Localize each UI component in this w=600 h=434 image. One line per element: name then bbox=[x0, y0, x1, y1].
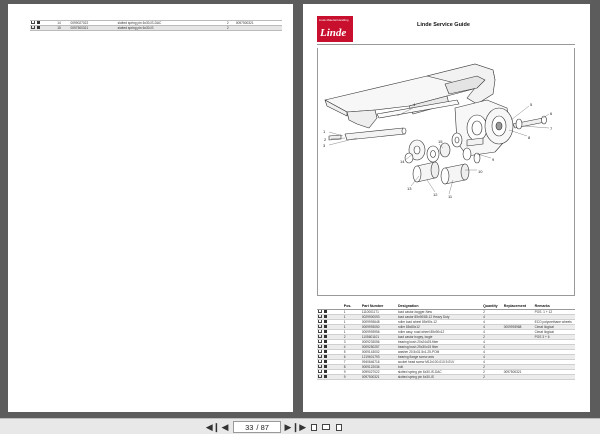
first-page-icon: ◀❙ bbox=[205, 421, 221, 432]
row-designation: roller assy. road wheel 85x90x12 bbox=[397, 330, 482, 335]
row-designation: load castor bogey, bogie bbox=[397, 335, 482, 340]
left-parts-table bbox=[30, 20, 282, 31]
info-icon[interactable] bbox=[324, 335, 327, 338]
cart-icon[interactable] bbox=[318, 375, 322, 378]
row-part-number: 0009993956 bbox=[361, 330, 397, 335]
row-pos: 9 bbox=[343, 375, 361, 380]
cart-icon[interactable] bbox=[318, 365, 322, 368]
fit-page-icon bbox=[336, 424, 342, 431]
document-title: Linde Service Guide bbox=[417, 22, 470, 28]
info-icon[interactable] bbox=[324, 320, 327, 323]
row-designation: slotted spring pin 6x30-IS-DAC bbox=[117, 21, 226, 26]
callout-4: 4 bbox=[413, 102, 416, 107]
row-designation: socket head screw M12x100-010.9-ELV bbox=[397, 360, 482, 365]
row-quantity: 2 bbox=[226, 26, 235, 31]
info-icon[interactable] bbox=[324, 350, 327, 353]
header-quantity: Quantity bbox=[482, 303, 503, 310]
row-part-number: 0009993648 bbox=[361, 320, 397, 325]
callout-2: 2 bbox=[324, 137, 327, 142]
callout-5: 5 bbox=[530, 102, 533, 107]
row-part-number: 0009143002 bbox=[361, 350, 397, 355]
row-action-icons bbox=[30, 26, 56, 31]
two-page-icon bbox=[322, 424, 330, 430]
row-pos: 15 bbox=[56, 26, 69, 31]
row-pos: 8 bbox=[343, 365, 361, 370]
brand-wordmark: Linde bbox=[320, 27, 347, 39]
cart-icon[interactable] bbox=[318, 355, 322, 358]
row-pos: 14 bbox=[56, 21, 69, 26]
row-part-number: 0009993050 bbox=[361, 325, 397, 330]
row-part-number: 1219601793 bbox=[361, 355, 397, 360]
row-pos: 1 bbox=[343, 320, 361, 325]
header-pos: Pos. bbox=[343, 303, 361, 310]
next-page-icon: ▶ bbox=[284, 421, 292, 432]
exploded-parts-diagram bbox=[317, 24, 575, 302]
info-icon[interactable] bbox=[324, 325, 327, 328]
row-pos: 7 bbox=[343, 360, 361, 365]
table-row bbox=[317, 375, 575, 380]
page-total: / 87 bbox=[256, 422, 269, 432]
fit-page-button[interactable] bbox=[334, 421, 344, 433]
row-designation: roller 85x80x12 bbox=[397, 325, 482, 330]
callout-12: 12 bbox=[433, 192, 438, 197]
cart-icon[interactable] bbox=[318, 360, 322, 363]
last-page-button[interactable] bbox=[293, 421, 305, 433]
callout-14: 14 bbox=[400, 159, 405, 164]
row-replacement: 0009993988 bbox=[503, 325, 534, 330]
washer-left bbox=[427, 146, 439, 162]
row-quantity: 2 bbox=[482, 310, 503, 315]
pivot-pin bbox=[345, 128, 405, 140]
callout-11: 11 bbox=[448, 194, 453, 199]
single-page-icon bbox=[311, 424, 317, 431]
cart-icon[interactable] bbox=[318, 315, 322, 318]
row-part-number: 0097500321 bbox=[69, 26, 116, 31]
row-quantity: 4 bbox=[482, 355, 503, 360]
header-remarks: Remarks bbox=[534, 303, 575, 310]
row-designation: bearing bush 25x30x15 fiber bbox=[397, 345, 482, 350]
info-icon[interactable] bbox=[37, 21, 40, 24]
row-pos: 3 bbox=[343, 340, 361, 345]
row-designation: roller load wheel 85x90x-12 bbox=[397, 320, 482, 325]
parts-list-table bbox=[317, 303, 575, 380]
row-quantity: 4 bbox=[482, 360, 503, 365]
cart-icon[interactable] bbox=[318, 325, 322, 328]
cart-icon[interactable] bbox=[318, 345, 322, 348]
row-quantity: 2 bbox=[482, 365, 503, 370]
callout-13: 13 bbox=[407, 186, 412, 191]
row-pos: 1 bbox=[343, 330, 361, 335]
info-icon[interactable] bbox=[324, 370, 327, 373]
row-remarks bbox=[534, 375, 575, 380]
row-quantity: 2 bbox=[482, 370, 503, 375]
info-icon[interactable] bbox=[324, 315, 327, 318]
row-pos: 9 bbox=[343, 370, 361, 375]
cart-icon[interactable] bbox=[318, 370, 322, 373]
row-designation: load castor-bogger-New bbox=[397, 310, 482, 315]
brand-tagline: Linde Material Handling bbox=[319, 18, 349, 22]
row-remarks: Cimat Ilogical bbox=[534, 330, 575, 335]
row-part-number: 0009250257 bbox=[361, 345, 397, 350]
continuous-view-button[interactable] bbox=[321, 421, 331, 433]
row-part-number: 1110001171 bbox=[361, 310, 397, 315]
row-quantity: 4 bbox=[482, 340, 503, 345]
bushing-right bbox=[463, 148, 471, 160]
cart-icon[interactable] bbox=[318, 335, 322, 338]
row-replacement bbox=[235, 26, 282, 31]
cart-icon[interactable] bbox=[31, 26, 35, 29]
info-icon[interactable] bbox=[324, 330, 327, 333]
row-part-number: 0099027022 bbox=[361, 370, 397, 375]
row-quantity: 2 bbox=[226, 21, 235, 26]
previous-page-button[interactable] bbox=[220, 421, 230, 433]
bushing-left bbox=[440, 143, 450, 157]
callout-7: 7 bbox=[550, 126, 553, 131]
cart-icon[interactable] bbox=[318, 350, 322, 353]
callout-8: 8 bbox=[528, 135, 531, 140]
row-designation: bearing bush 20x24x25-fiber bbox=[397, 340, 482, 345]
row-quantity: 4 bbox=[482, 315, 503, 320]
callout-1: 1 bbox=[323, 129, 326, 134]
row-pos: 2 bbox=[343, 335, 361, 340]
row-quantity: 4 bbox=[482, 320, 503, 325]
callout-15: 15 bbox=[438, 139, 443, 144]
row-quantity: 4 bbox=[482, 345, 503, 350]
cart-icon[interactable] bbox=[318, 320, 322, 323]
row-pos: 1 bbox=[343, 315, 361, 320]
cart-icon[interactable] bbox=[318, 330, 322, 333]
previous-page-icon: ◀ bbox=[221, 421, 229, 432]
row-part-number: 0940646716 bbox=[361, 360, 397, 365]
navigation-toolbar bbox=[0, 418, 600, 434]
row-designation: bolt bbox=[397, 365, 482, 370]
row-designation: washer 20.5x31.5x1.25-POM bbox=[397, 350, 482, 355]
row-part-number: 0009122036 bbox=[361, 365, 397, 370]
last-page-icon: ❙▶ bbox=[291, 421, 307, 432]
cart-icon[interactable] bbox=[318, 310, 322, 313]
header-designation: Designation bbox=[397, 303, 482, 310]
row-quantity: 4 bbox=[482, 325, 503, 330]
info-icon[interactable] bbox=[324, 365, 327, 368]
callout-10: 10 bbox=[478, 169, 483, 174]
info-icon[interactable] bbox=[37, 26, 40, 29]
header-replacement: Replacement bbox=[503, 303, 534, 310]
header-part-number: Part Number bbox=[361, 303, 397, 310]
row-designation: slotted spring pin 6x30-IS bbox=[117, 26, 226, 31]
row-pos: 4 bbox=[343, 345, 361, 350]
row-designation: load castor 85x90/85-12 Heavy Duty bbox=[397, 315, 482, 320]
current-page[interactable]: 33 bbox=[245, 422, 254, 432]
right-document-page bbox=[303, 4, 590, 412]
fork-arm-underside bbox=[347, 110, 377, 128]
callout-3: 3 bbox=[323, 143, 326, 148]
row-quantity: 2 bbox=[482, 335, 503, 340]
pin-head bbox=[329, 135, 341, 140]
row-action-icons bbox=[317, 375, 343, 380]
row-quantity: 2 bbox=[482, 375, 503, 380]
left-document-page bbox=[8, 4, 293, 412]
row-designation: slotted spring pin 6x30-IS-DAC bbox=[397, 370, 482, 375]
info-icon[interactable] bbox=[324, 375, 327, 378]
row-quantity: 4 bbox=[482, 350, 503, 355]
row-replacement: 0097500321 bbox=[235, 21, 282, 26]
table-row bbox=[30, 26, 282, 31]
callout-9: 9 bbox=[492, 157, 495, 162]
row-remarks: ECO polyurethane wheels bbox=[534, 320, 575, 325]
row-quantity: 4 bbox=[482, 330, 503, 335]
row-pos: 6 bbox=[343, 355, 361, 360]
info-icon[interactable] bbox=[324, 345, 327, 348]
row-remarks: POS 3 + 6 bbox=[534, 335, 575, 340]
row-part-number: 0009233056 bbox=[361, 340, 397, 345]
row-part-number: 0029900093 bbox=[361, 315, 397, 320]
row-designation: slotted spring pin 6x30-IS bbox=[397, 375, 482, 380]
callout-6: 6 bbox=[550, 111, 553, 116]
row-part-number: 1105601101 bbox=[361, 335, 397, 340]
info-icon[interactable] bbox=[324, 340, 327, 343]
single-page-view-button[interactable] bbox=[309, 421, 319, 433]
cart-icon[interactable] bbox=[318, 340, 322, 343]
first-page-button[interactable] bbox=[207, 421, 219, 433]
info-icon[interactable] bbox=[324, 360, 327, 363]
row-pos: 1 bbox=[343, 325, 361, 330]
row-pos: 1 bbox=[343, 310, 361, 315]
row-part-number: 0097500321 bbox=[361, 375, 397, 380]
info-icon[interactable] bbox=[324, 310, 327, 313]
row-replacement bbox=[503, 375, 534, 380]
row-remarks: Cimat Ilogical bbox=[534, 325, 575, 330]
cart-icon[interactable] bbox=[31, 21, 35, 24]
row-pos: 5 bbox=[343, 350, 361, 355]
row-remarks: POS. 1 + 12 bbox=[534, 310, 575, 315]
row-replacement: 0097500321 bbox=[503, 370, 534, 375]
bogie-bore bbox=[467, 115, 487, 141]
page-number-field[interactable] bbox=[233, 421, 281, 433]
row-part-number: 0099027022 bbox=[69, 21, 116, 26]
row-designation: bearing flange screw axis bbox=[397, 355, 482, 360]
info-icon[interactable] bbox=[324, 355, 327, 358]
